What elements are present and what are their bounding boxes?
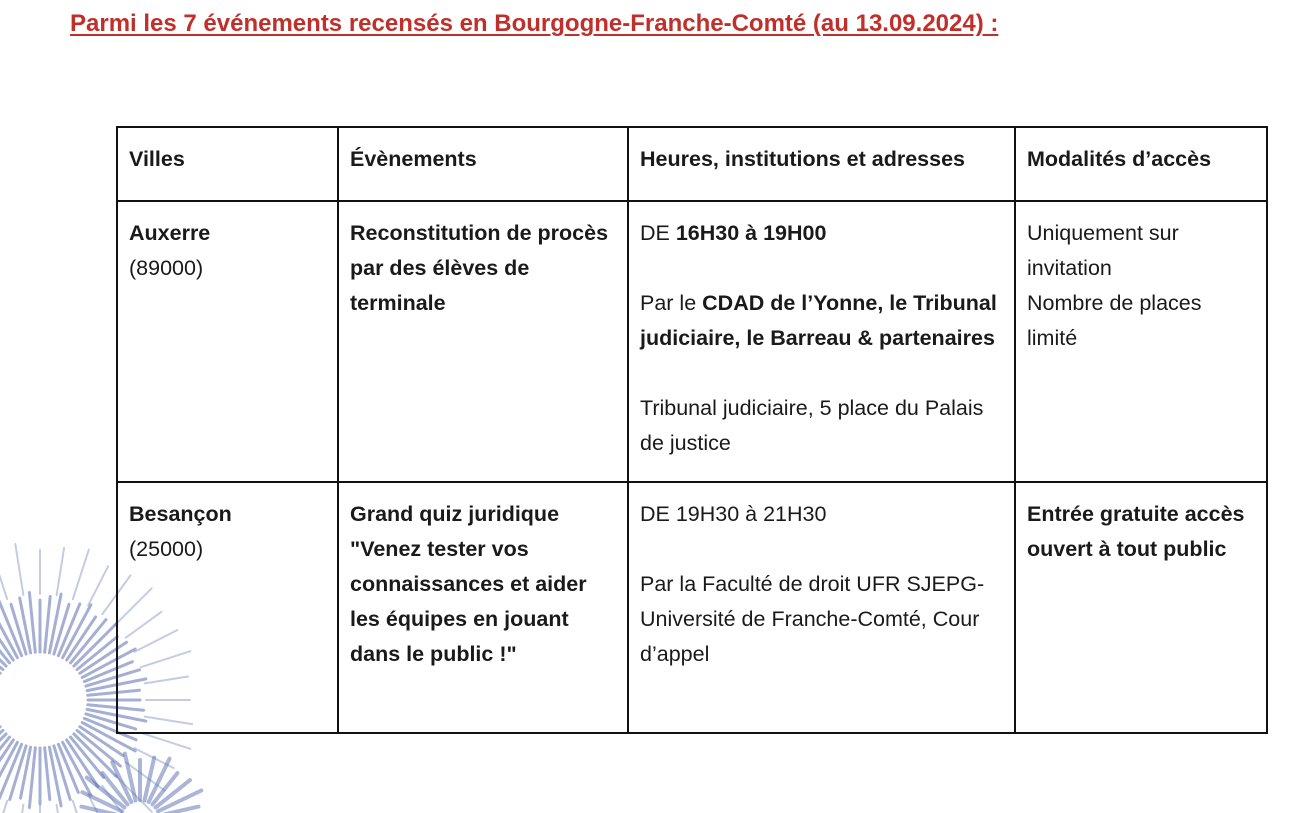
access-line: Nombre de places limité	[1027, 291, 1202, 350]
time-prefix: DE	[640, 221, 676, 245]
event-institution	[640, 286, 1003, 356]
access-line: Uniquement sur invitation	[1027, 221, 1179, 280]
event-title: Grand quiz juridique "Venez tester vos connaissances et aider les équipes en jouant dans le public !"	[350, 502, 587, 666]
header-modalites: Modalités d’accès	[1015, 127, 1267, 201]
access-cell	[1015, 201, 1267, 482]
event-time: DE 19H30 à 21H30	[640, 502, 827, 526]
city-name: Besançon	[129, 502, 232, 526]
event-time	[640, 216, 1003, 251]
event-cell	[338, 201, 628, 482]
institution-prefix: Par le	[640, 291, 703, 315]
city-cell	[117, 201, 338, 482]
city-postcode: (25000)	[129, 537, 204, 561]
city-name: Auxerre	[129, 221, 211, 245]
event-address: Tribunal judiciaire, 5 place du Palais de justice	[640, 396, 984, 455]
city-postcode: (89000)	[129, 256, 204, 280]
event-institution: Par la Faculté de droit UFR SJEPG-Université de Franche-Comté, Cour d’appel	[640, 572, 985, 666]
details-cell	[628, 482, 1015, 733]
header-villes: Villes	[117, 127, 338, 201]
event-cell	[338, 482, 628, 733]
page-heading: Parmi les 7 événements recensés en Bourgogne-Franche-Comté (au 13.09.2024) :	[70, 10, 999, 37]
table-row	[117, 201, 1267, 482]
time-range: 16H30 à 19H00	[675, 221, 827, 245]
header-heures: Heures, institutions et adresses	[628, 127, 1015, 201]
institution-names: CDAD de l’Yonne, le Tribunal judiciaire, le Barreau & partenaires	[640, 291, 997, 350]
access-text: Entrée gratuite accès ouvert à tout public	[1027, 502, 1245, 561]
events-table	[116, 126, 1268, 734]
table-header-row	[117, 127, 1267, 201]
details-cell	[628, 201, 1015, 482]
access-cell	[1015, 482, 1267, 733]
event-title: Reconstitution de procès par des élèves de terminale	[350, 221, 609, 315]
header-evenements: Évènements	[338, 127, 628, 201]
table-row	[117, 482, 1267, 733]
city-cell	[117, 482, 338, 733]
